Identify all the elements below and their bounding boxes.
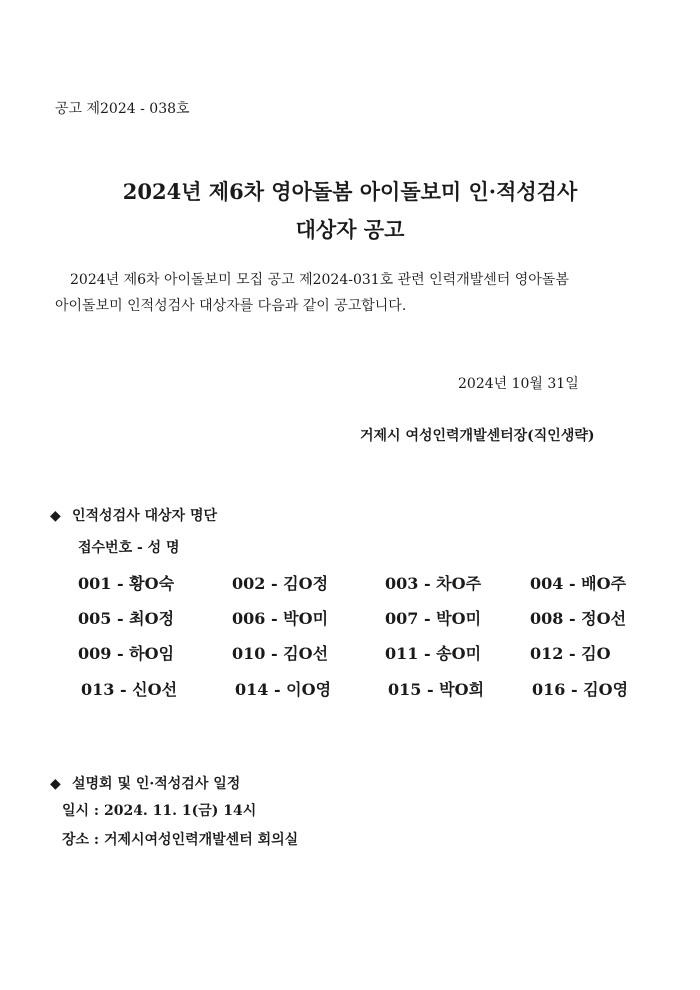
candidate-row bbox=[0, 677, 700, 701]
list-column-header: 접수번호 - 성 명 bbox=[78, 540, 180, 556]
section-candidate-list-heading bbox=[50, 505, 217, 525]
body-line-1: 2024년 제6차 아이돌보미 모집 공고 제2024-031호 관련 인력개발센터 영아돌봄 bbox=[70, 272, 569, 288]
candidate-entry: 002 - 김O정 bbox=[232, 574, 329, 593]
diamond-bullet-icon: ◆ bbox=[50, 776, 61, 792]
diamond-bullet-icon: ◆ bbox=[50, 508, 61, 524]
document-title-line1: 2024년 제6차 영아돌봄 아이돌보미 인·적성검사 bbox=[122, 179, 578, 204]
candidate-entry: 008 - 정O선 bbox=[530, 609, 627, 628]
announcement-date: 2024년 10월 31일 bbox=[458, 376, 579, 392]
candidate-entry: 005 - 최O정 bbox=[78, 609, 175, 628]
candidate-row bbox=[0, 641, 700, 665]
announcement-body bbox=[55, 267, 660, 319]
candidate-entry: 006 - 박O미 bbox=[232, 609, 329, 628]
candidate-entry: 016 - 김O영 bbox=[532, 680, 629, 699]
issuer-signature: 거제시 여성인력개발센터장(직인생략) bbox=[360, 428, 595, 444]
candidate-row bbox=[0, 571, 700, 595]
candidate-entry: 015 - 박O희 bbox=[388, 680, 485, 699]
candidate-entry: 009 - 하O임 bbox=[78, 644, 175, 663]
candidate-entry: 010 - 김O선 bbox=[232, 644, 329, 663]
candidate-entry: 014 - 이O영 bbox=[235, 680, 332, 699]
candidate-row bbox=[0, 606, 700, 630]
candidate-entry: 004 - 배O주 bbox=[530, 574, 627, 593]
candidate-entry: 007 - 박O미 bbox=[385, 609, 482, 628]
notice-number: 공고 제2024 - 038호 bbox=[55, 101, 190, 117]
candidate-entry: 001 - 황O숙 bbox=[78, 574, 175, 593]
schedule-datetime: 일시 : 2024. 11. 1(금) 14시 bbox=[62, 803, 257, 819]
candidate-entry: 012 - 김O bbox=[530, 644, 611, 663]
schedule-place: 장소 : 거제시여성인력개발센터 회의실 bbox=[62, 832, 299, 848]
section-schedule-heading bbox=[50, 773, 240, 793]
candidate-entry: 003 - 차O주 bbox=[385, 574, 482, 593]
document-title-line2: 대상자 공고 bbox=[295, 217, 405, 242]
candidate-entry: 013 - 신O선 bbox=[81, 680, 178, 699]
body-line-2: 아이돌보미 인적성검사 대상자를 다음과 같이 공고합니다. bbox=[55, 298, 407, 314]
section-heading-text: 인적성검사 대상자 명단 bbox=[72, 508, 217, 524]
candidate-entry: 011 - 송O미 bbox=[385, 644, 482, 663]
section-heading-text: 설명회 및 인·적성검사 일정 bbox=[72, 776, 241, 792]
